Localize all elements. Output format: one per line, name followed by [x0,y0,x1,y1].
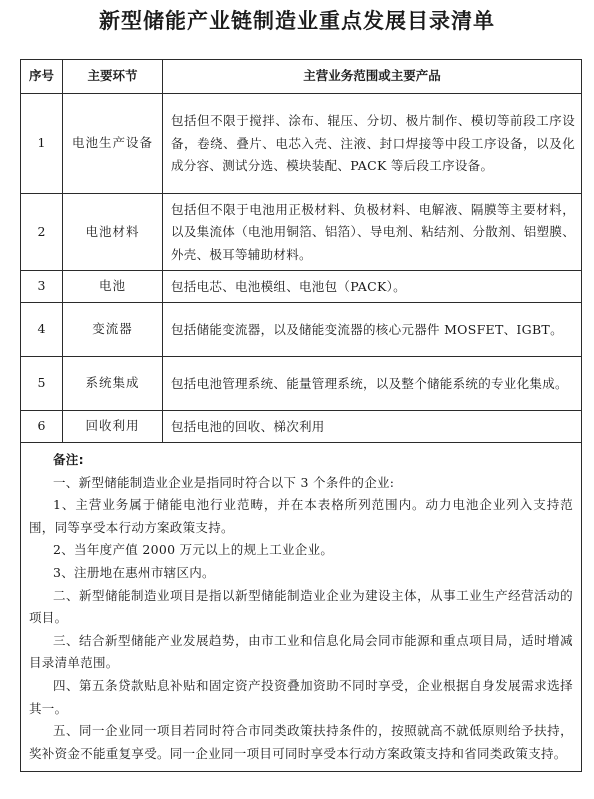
table-row [21,94,582,194]
table-row [21,411,582,443]
table-header-row [21,60,582,94]
header-scope: 主营业务范围或主要产品 [163,60,582,94]
notes-row [21,443,582,772]
row-number: 1 [21,94,63,194]
document-title: 新型储能产业链制造业重点发展目录清单 [99,9,495,33]
row-stage: 电池生产设备 [63,94,163,194]
row-number: 4 [21,303,63,357]
row-scope: 包括但不限于搅拌、涂布、辊压、分切、极片制作、模切等前段工序设备，卷绕、叠片、电芯入壳、注液、封口焊接等中段工序设备，以及化成分容、测试分选、模块装配、PACK 等后段工序设备。 [163,94,582,194]
row-stage: 电池 [63,271,163,303]
notes-paragraph: 四、第五条贷款贴息补贴和固定资产投资叠加资助不同时享受，企业根据自身发展需求选择其一。 [29,677,573,716]
notes-paragraph: 二、新型储能制造业项目是指以新型储能制造业企业为建设主体，从事工业生产经营活动的项目。 [29,587,573,626]
row-stage: 电池材料 [63,194,163,271]
notes-paragraph: 3、注册地在惠州市辖区内。 [53,564,215,580]
table-row [21,271,582,303]
notes-paragraph: 五、同一企业同一项目若同时符合市同类政策扶持条件的，按照就高不就低原则给予扶持，奖补资金不能重复享受。同一企业同一项目可同时享受本行动方案政策支持和省同类政策支持。 [29,723,573,761]
row-number: 5 [21,357,63,411]
row-number: 6 [21,411,63,443]
header-stage: 主要环节 [63,60,163,94]
notes-paragraph: 三、结合新型储能产业发展趋势，由市工业和信息化局会同市能源和重点项目局，适时增减目录清单范围。 [29,632,573,671]
row-scope: 包括电池管理系统、能量管理系统，以及整个储能系统的专业化集成。 [163,357,582,411]
notes-paragraph: 2、当年度产值 2000 万元以上的规上工业企业。 [53,542,334,558]
table-row [21,303,582,357]
notes-cell [21,443,582,772]
row-scope: 包括电芯、电池模组、电池包（PACK）。 [163,271,582,303]
row-stage: 系统集成 [63,357,163,411]
row-scope: 包括电池的回收、梯次利用 [163,411,582,443]
row-number: 2 [21,194,63,271]
catalog-table [20,59,582,772]
table-row [21,194,582,271]
row-stage: 回收利用 [63,411,163,443]
row-stage: 变流器 [63,303,163,357]
header-no: 序号 [21,60,63,94]
row-scope: 包括但不限于电池用正极材料、负极材料、电解液、隔膜等主要材料，以及集流体（电池用铜箔、铝箔）、导电剂、粘结剂、分散剂、铝塑膜、外壳、极耳等辅助材料。 [163,194,582,271]
row-scope: 包括储能变流器，以及储能变流器的核心元器件 MOSFET、IGBT。 [163,303,582,357]
row-number: 3 [21,271,63,303]
notes-paragraph: 一、新型储能制造业企业是指同时符合以下 3 个条件的企业: [53,474,395,490]
table-row [21,357,582,411]
notes-title: 备注: [53,452,84,467]
notes-paragraph: 1、主营业务属于储能电池行业范畴，并在本表格所列范围内。动力电池企业列入支持范围，同等享受本行动方案政策支持。 [29,497,573,535]
